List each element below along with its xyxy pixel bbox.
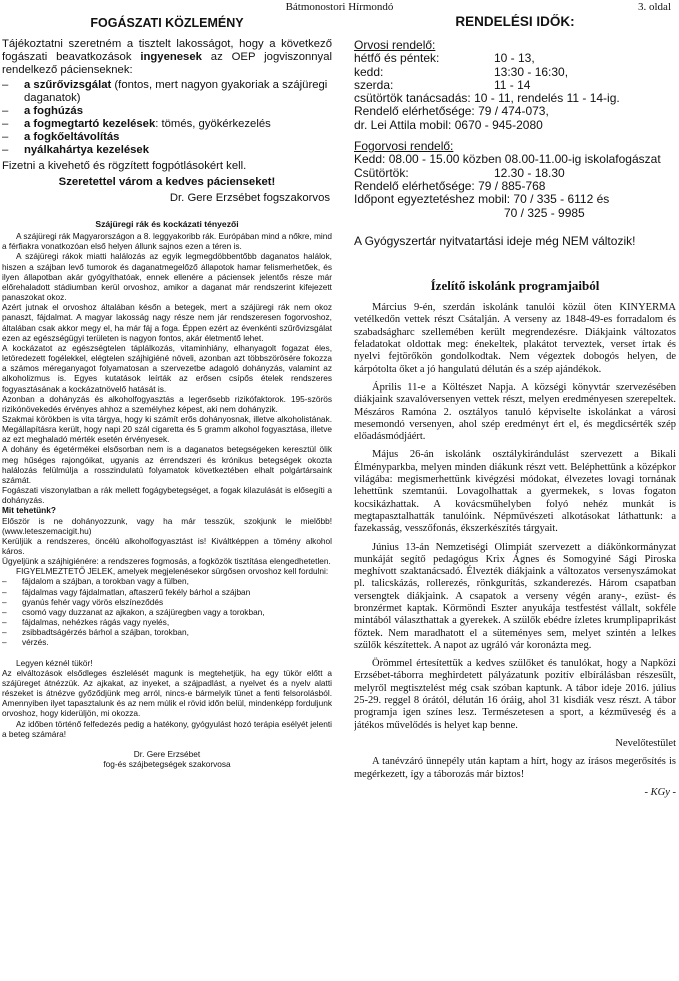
article-paragraph: Az időben történő felfedezés pedig a hatékony, gyógyulást hozó terápia esélyét jelenti a beteg számára! bbox=[2, 718, 332, 739]
list-item: – a foghúzás bbox=[2, 105, 83, 117]
mirror-heading: Legyen kéznél tükör! bbox=[16, 657, 93, 668]
list-item: – csomó vagy duzzanat az ajkakon, a szájüregben vagy a torokban, bbox=[2, 606, 265, 617]
warning-signs-intro: FIGYELMEZTETŐ JELEK, amelyek megjelenésekor sürgősen orvoshoz kell fordulni: bbox=[16, 566, 329, 577]
oral-cancer-article bbox=[2, 219, 332, 769]
cancer-article-title: Szájüregi rák és kockázati tényezői bbox=[95, 219, 239, 229]
dental-signature: Dr. Gere Erzsébet fogszakorvos bbox=[169, 192, 330, 204]
page-header bbox=[0, 0, 679, 14]
newspaper-name: Bátmonostori Hírmondó bbox=[285, 1, 394, 13]
article-paragraph: A kockázatot az egészségtelen táplálkozás, vitaminhiány, elhanyagolt fogazat éles, letöredezett fogélekkel, elégtelen szájhigiéné növeli, azonban azt többszörösére fokozza a számos méreganyagot folyamatosan a szervezetbe adagoló dohányzás, valamint az alkoholizmus is. Egyes kutatások leírták az erősen csípős ételek rendszeres fogyasztásának a kockázatnövelő hatását is. bbox=[2, 342, 332, 394]
article-paragraph: Azonban a dohányzás és alkoholfogyasztás a legerősebb rizikófaktorok. 195-szörös rizikónövekedés érvényes ahhoz a személyhez képest, aki nem dohányzik. bbox=[2, 393, 332, 414]
schedule-row: hétfő és péntek: 10 - 13, bbox=[354, 51, 535, 66]
article-paragraph: Ügyeljünk a szájhigiénére: a rendszeres fogmosás, a fogközök tisztítása elengedhetetlen. bbox=[2, 556, 331, 567]
article-paragraph: A tanévzáró ünnepély után kaptam a hírt, hogy az írásos megerősítés is megérkezett, így a táborozás már biztos! bbox=[354, 756, 676, 780]
schedule-row: Csütörtök: 12.30 - 18.30 bbox=[354, 165, 565, 180]
dental-notice-title: FOGÁSZATI KÖZLEMÉNY bbox=[90, 16, 244, 30]
dentist-office-phone: Rendelő elérhetősége: 79 / 885-768 bbox=[354, 178, 546, 193]
page-number: 3. oldal bbox=[638, 1, 671, 13]
article-paragraph: Szakmai körökben is vita tárgya, hogy ki számít erős dohányosnak, illetve alkoholistának. Megállapításra került, hogy napi 20 szál cigaretta és 5 gramm alkohol fogyasztása, illetve az ezt meghaladó mérték esetén érvényesek. bbox=[2, 413, 332, 445]
payment-note: Fizetni a kivehető és rögzített fogpótlásokért kell. bbox=[2, 160, 247, 172]
dentist-tuesday-hours: Kedd: 08.00 - 15.00 közben 08.00-11.00-ig iskolafogászat bbox=[354, 152, 661, 167]
schedule-row: kedd: 13:30 - 16:30, bbox=[354, 64, 569, 79]
list-item: – vérzés. bbox=[2, 637, 49, 648]
article-paragraph: Azért jutnak el orvoshoz általában későn a betegek, mert a szájüregi rák nem okoz panaszt, fájdalmat. A magyar lakosság nagy része nem jár rendszeresen fogorvoshoz, általában csak akkor megy el, ha már fáj a foga. Éppen ezért az évenkénti szűrővizsgálat ezen az egészségügyi területen is nagyon fontos, akár életmentő lehet. bbox=[2, 302, 332, 343]
list-item: – a szűrővizsgálat (fontos, mert nagyon gyakoriak a szájüregi daganatok) bbox=[2, 79, 328, 104]
dentist-appointment-mobile-2: 70 / 325 - 9985 bbox=[504, 205, 585, 220]
article-paragraph: Kerüljük a rendszeres, öncélú alkoholfogyasztást is! Kiváltképpen a tömény alkohol káros. bbox=[2, 535, 332, 556]
article-paragraph: A szájüregi rák Magyarországon a 8. leggyakoribb rák. Európában mind a nőkre, mind a férfiakra vonatkozóan első helyen állunk sajnos ezen a téren is. bbox=[2, 231, 332, 252]
what-can-we-do-heading: Mit tehetünk? bbox=[2, 505, 56, 516]
list-item: – zsibbadtságérzés bárhol a szájban, torokban, bbox=[2, 627, 189, 638]
left-column bbox=[2, 14, 332, 979]
school-article bbox=[354, 277, 676, 799]
article-paragraph: Április 11-e a Költészet Napja. A községi könyvtár szervezésében diákjaink szavalóversenyen vettek részt, melyen eredményesen szerepeltek. Mészáros Ramóna 2. osztályos tanuló képviselte iskolánkat a városi mesemondó versenyen, ahol szép eredményt ért el, és megdicsérték szép előadásmódjáért. bbox=[354, 381, 676, 443]
pharmacy-notice: A Gyógyszertár nyitvatartási ideje még NEM változik! bbox=[354, 233, 636, 248]
list-item: – nyálkahártya kezelések bbox=[2, 144, 149, 156]
author-initials: - KGy - bbox=[644, 786, 676, 798]
article-signature-name: Dr. Gere Erzsébet bbox=[133, 748, 201, 759]
school-article-title: Ízelítő iskolánk programjaiból bbox=[430, 277, 600, 293]
doctor-office-phone: Rendelő elérhetősége: 79 / 474-073, bbox=[354, 104, 549, 119]
warning-signs-list bbox=[2, 576, 332, 647]
doctor-mobile: dr. Lei Attila mobil: 0670 - 945-2080 bbox=[354, 117, 543, 132]
office-hours-block bbox=[354, 39, 676, 220]
doctor-office-heading: Orvosi rendelő: bbox=[354, 38, 436, 52]
list-item: – fájdalmas, nehézkes rágás vagy nyelés, bbox=[2, 617, 170, 628]
article-paragraph: Március 9-én, szerdán iskolánk tanulói közül öten KINYERMA vetélkedőn vettek részt Csátalján. A verseny az 1848-49-es forradalom és szabadságharc szellemében került megrendezésre. Diákjaink változatos feladatokat oldottak meg: énekeltek, plakátot terveztek, verset írtak és nyelvi fejtörőkön gondolkodtak. Nem végeztek dobogós helyen, de kárpótolta őket a jó hangulatú délután és a szép ajándékok. bbox=[354, 302, 676, 375]
article-paragraph: Június 13-án Nemzetiségi Olimpiát szervezett a diákönkormányzat munkáját segítő pedagógus Krix Ágnes és Somogyiné Sági Piroska meghívott szaktanácsadó. Élvezték diákjaink a változatos versenyszámokat pl. talicskázás, rollerezés, rönkgurítás, szkanderezés. Három csapatban versengtek diákjaink. A csapatok a verseny végén arany-, ezüst- és bronzérmet kaptak. Körmöndi Eszter anyukája testfestést vállalt, sokféle mintából választhattak a gyerekek. A szülők ebédre ízletes krumplipaprikást főztek. Nem maradhatott el a süteményes sem, melyet szintén a lelkes szülők készítettek. A napot az ugráló vár koronázta meg. bbox=[354, 541, 676, 651]
article-paragraph: Örömmel értesítettük a kedves szülőket és tanulókat, hogy a Napközi Erzsébet-táborra meghirdetett pályázatunk pozitív elbírálásban részesült, melyről megtisztelést még csak szóban kaptunk. A tábor ideje 2016. július 25-29. reggel 8 órától, délután 16 óráig, ahol 31 kisdiák vesz részt. A tábor programja igen színes lesz. Természetesen a sport, a kézműveség és a játékos művelődés is helyet kap benne. bbox=[354, 658, 676, 731]
list-item: – fájdalom a szájban, a torokban vagy a fülben, bbox=[2, 576, 189, 587]
dentist-appointment-mobile: Időpont egyeztetéshez mobil: 70 / 335 - 6112 és bbox=[354, 192, 610, 207]
article-paragraph: Május 26-án iskolánk osztálykirándulást szervezett a Bikali Élményparkba, melyen minden diákunk részt vett. Beléphettünk a középkor világába: megismerhettünk kivégzési módokat, élvezetes lovagi tornának lehettünk szemtanúi. Lovagolhattak a gyermekek, s lovas fogaton kocsikázhattak. A kovácsműhelyben folyó nehéz munkát is megtapasztalhatták tanulóink. Népművészeti alkotásokat láthattunk: a fazekasság, vesszőfonás, ékszerkészítés tárgyait. bbox=[354, 449, 676, 535]
staff-signature: Nevelőtestület bbox=[615, 737, 676, 749]
thursday-consultation: csütörtök tanácsadás: 10 - 11, rendelés 11 - 14-ig. bbox=[354, 91, 620, 106]
dentist-office-heading: Fogorvosi rendelő: bbox=[354, 139, 454, 154]
schedule-row: szerda: 11 - 14 bbox=[354, 77, 531, 92]
article-paragraph: A szájüregi rákok miatti halálozás az egyik legmegdöbbentőbb daganatos halálok, hiszen a szájban levő tumorok és daganatmegelőző állapotok hamar felismerhetőek, és ilyen állapotban akár gyógyíthatóak, ennek ellenére a páciensek jelentős része már előrehaladott stádiumban kerül orvoshoz, amikor a daganat már rendszerint kifejezett panaszokat okoz. bbox=[2, 251, 332, 303]
list-item: – a fogkőeltávolítás bbox=[2, 131, 120, 143]
dental-intro: Tájékoztatni szeretném a tisztelt lakosságot, hogy a következő fogászati beavatkozások ingyenesek az OEP jogviszonnyal rendelkező pácienseknek: bbox=[2, 38, 332, 76]
list-item: – gyanús fehér vagy vörös elszíneződés bbox=[2, 596, 164, 607]
right-column bbox=[354, 14, 676, 979]
office-hours-title: RENDELÉSI IDŐK: bbox=[455, 14, 575, 29]
article-paragraph: Az elváltozások elsődleges észlelését magunk is megtehetjük, ha egy tükör előtt a szájüreget átnézzük. Az ajkakat, az inyeket, a szájpadlást, a nyelvet és a nyelv alatti részeket is átnézve győződjünk meg arról, nincs-e bármelyik tünet a fenti felsorolásból. Amennyiben ilyet tapasztalunk és az nem múlik el rövid időn belül, mindenképp forduljunk orvoshoz, hogy kiderüljön, mi okozza. bbox=[2, 667, 332, 719]
article-signature-title: fog-és szájbetegségek szakorvosa bbox=[103, 758, 231, 769]
article-paragraph: Fogászati viszonylatban a rák mellett fogágybetegséget, a fogak kilazulását is elősegíti a dohányzás. bbox=[2, 485, 332, 506]
list-item: – fájdalmas vagy fájdalmatlan, aftaszerű fekély bárhol a szájban bbox=[2, 586, 251, 597]
welcome-line: Szeretettel várom a kedves pácienseket! bbox=[58, 176, 276, 188]
article-paragraph: A dohány és égetérmékei elsősorban nem is a daganatos betegségeken keresztül ölik meg hűséges rajongóikat, ugyanis az érrendszeri és krónikus betegségek okozta halálozás felülmúlja a rosszindulatú folyamatok következtében elhalt polgártársaink számát. bbox=[2, 444, 332, 485]
free-treatments-list bbox=[2, 79, 332, 157]
list-item: – a fogmegtartó kezelések: tömés, gyökérkezelés bbox=[2, 118, 271, 130]
article-paragraph: Először is ne dohányozzunk, vagy ha már tesszük, szokjunk le mielőbb! (www.leteszemacigit.hu) bbox=[2, 515, 332, 536]
